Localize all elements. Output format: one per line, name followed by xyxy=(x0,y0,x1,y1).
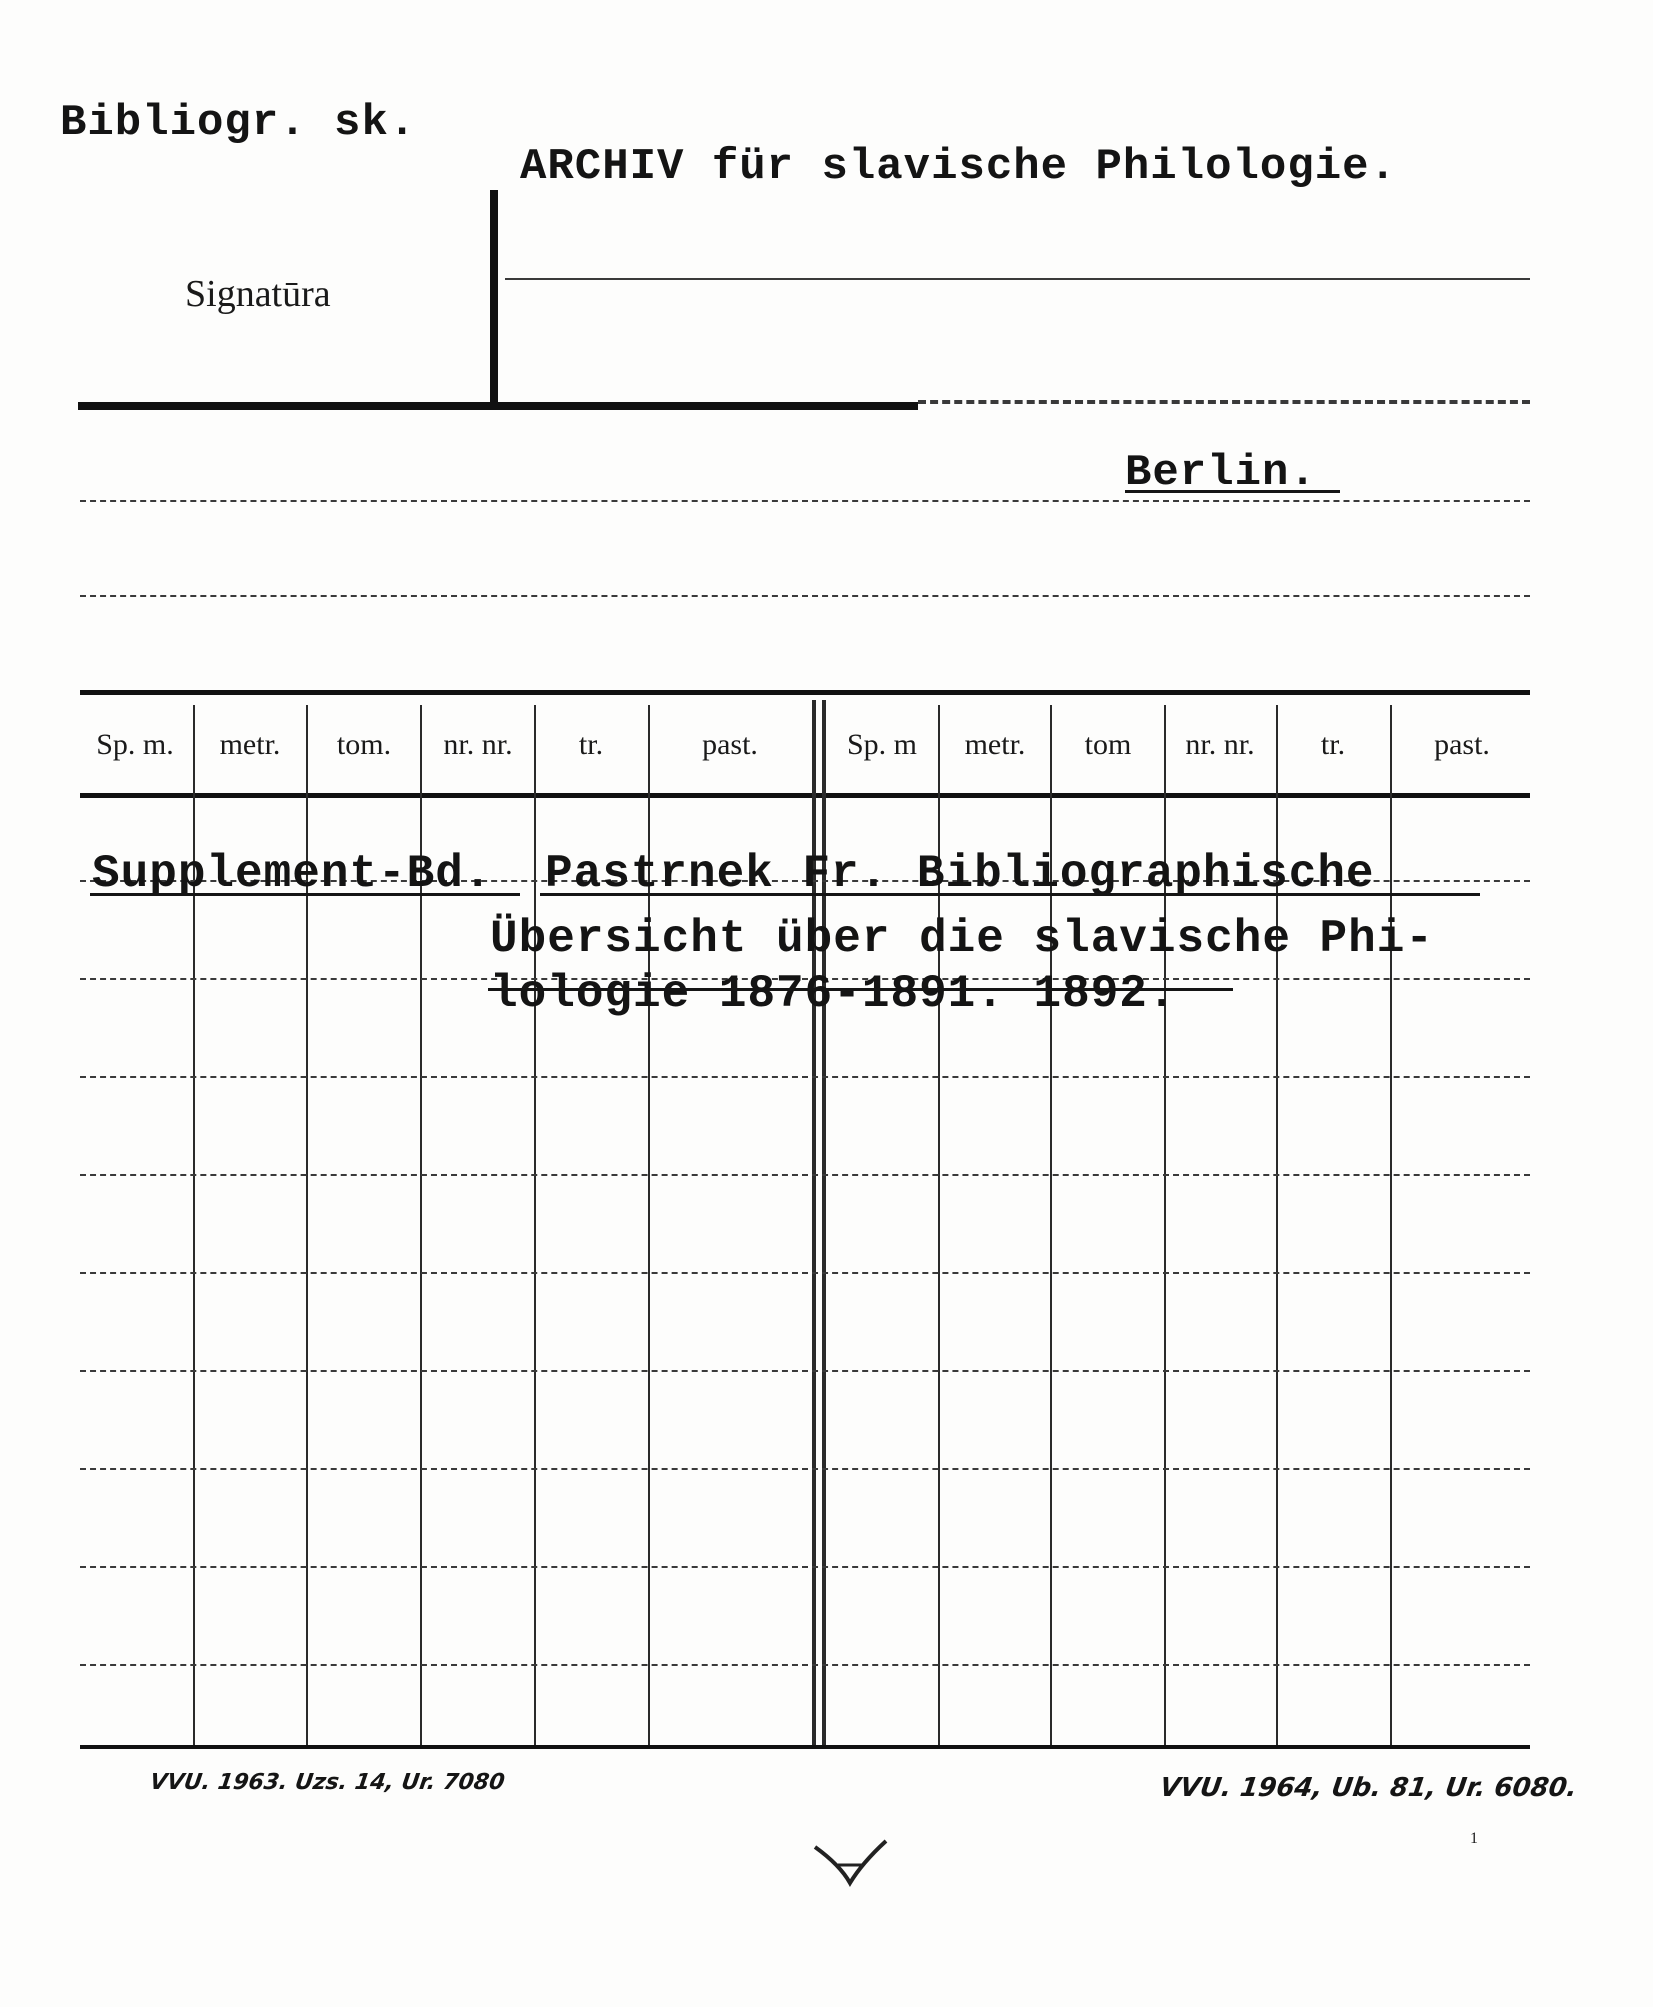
signature-label: Signatūra xyxy=(185,273,331,315)
place-underline xyxy=(1125,490,1340,493)
entry-line-3-strikethrough xyxy=(488,988,1233,991)
col-right-sp-m: Sp. m xyxy=(846,728,918,761)
col-left-metr: metr. xyxy=(219,728,281,761)
row-rule xyxy=(80,1664,1530,1666)
col-left-sp-m: Sp. m. xyxy=(96,728,174,761)
title-line-2 xyxy=(505,278,1530,280)
periodical-title: ARCHIV für slavische Philologie. xyxy=(520,142,1397,192)
col-right-nr-nr: nr. nr. xyxy=(1185,728,1255,761)
signature-divider xyxy=(490,190,498,405)
row-rule xyxy=(80,1370,1530,1372)
entry-supplement-underline xyxy=(90,893,520,896)
place-of-publication: Berlin. xyxy=(1125,448,1317,498)
col-left-nr-nr: nr. nr. xyxy=(443,728,513,761)
col-divider xyxy=(1390,705,1392,1745)
entry-line-1-underline xyxy=(540,893,1480,896)
col-right-metr: metr. xyxy=(964,728,1026,761)
row-rule xyxy=(80,1272,1530,1274)
col-right-tr: tr. xyxy=(1320,728,1346,761)
department-label: Bibliogr. sk. xyxy=(60,98,417,148)
row-rule xyxy=(80,1076,1530,1078)
bottom-mark-icon xyxy=(810,1835,890,1895)
table-header-bottom-rule xyxy=(80,793,1530,798)
imprint-line-1 xyxy=(80,500,1530,502)
table-top-rule xyxy=(80,690,1530,695)
table-bottom-rule xyxy=(80,1745,1530,1749)
col-left-past: past. xyxy=(702,728,758,761)
col-divider xyxy=(534,705,536,1745)
row-rule xyxy=(80,1468,1530,1470)
footer-note-right: VVU. 1964, Ub. 81, Ur. 6080. xyxy=(1157,1773,1579,1803)
col-right-tom: tom xyxy=(1084,728,1132,761)
entry-line-3: lologie 1876-1891. 1892. xyxy=(490,968,1177,1020)
entry-line-2: Übersicht über die slavische Phi- xyxy=(490,913,1434,965)
imprint-line-2 xyxy=(80,595,1530,597)
page-mark: 1 xyxy=(1470,1830,1478,1847)
col-right-past: past. xyxy=(1434,728,1490,761)
signature-bottom-rule xyxy=(78,402,918,410)
col-left-tr: tr. xyxy=(578,728,604,761)
signature-bottom-rule-extension xyxy=(918,400,1530,404)
entry-supplement-label: Supplement-Bd. xyxy=(92,848,493,900)
row-rule xyxy=(80,1566,1530,1568)
footer-note-left: VVU. 1963. Uzs. 14, Ur. 7080 xyxy=(148,1770,507,1795)
row-rule xyxy=(80,1174,1530,1176)
col-left-tom: tom. xyxy=(336,728,392,761)
entry-line-1: Pastrnek Fr. Bibliographische xyxy=(545,848,1375,900)
